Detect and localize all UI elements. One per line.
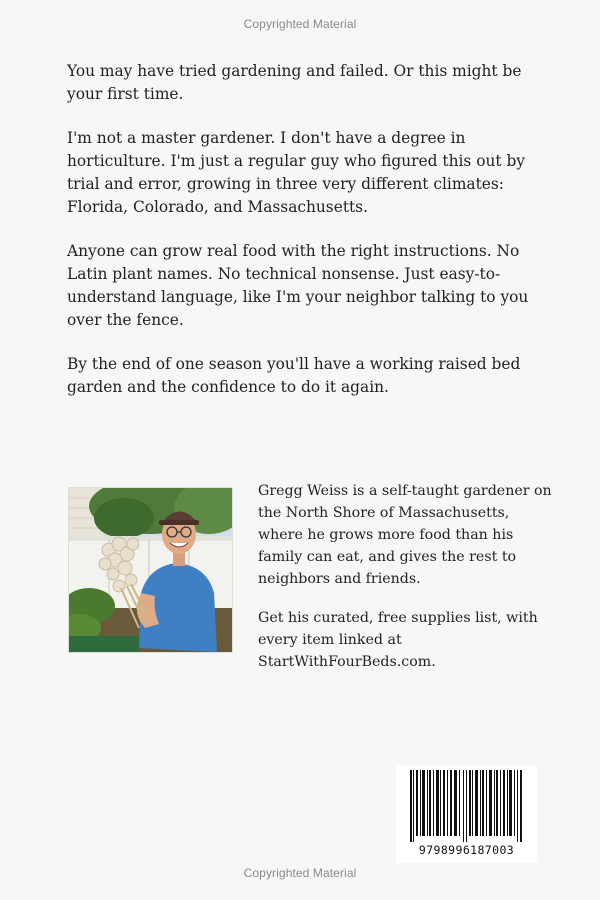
supplies-list-cta: Get his curated, free supplies list, with every item linked at StartWithFourBeds.com. — [258, 610, 538, 670]
intro-paragraph-2: I'm not a master gardener. I don't have a degree in horticulture. I'm just a regular guy who figured this out by trial and error, growing in three very different climates: Florida, Colorado, and Massachusetts. — [67, 129, 525, 216]
back-cover-copy — [67, 60, 547, 420]
isbn-number: 9798996187003 — [418, 843, 515, 857]
intro-paragraph-3: Anyone can grow real food with the right instructions. No Latin plant names. No technical nonsense. Just easy-to-understand language, like I'm your neighbor talking to you over the fence. — [67, 242, 529, 329]
author-bio: Gregg Weiss is a self-taught gardener on the North Shore of Massachusetts, where he grows more food than his family can eat, and gives the rest to neighbors and friends. — [258, 483, 552, 587]
author-photo-illustration — [69, 488, 232, 652]
barcode-bars — [410, 770, 522, 842]
intro-paragraph-1: You may have tried gardening and failed. Or this might be your first time. — [67, 62, 522, 103]
intro-paragraph-4: By the end of one season you'll have a working raised bed garden and the confidence to do it again. — [67, 355, 521, 396]
author-bio-block — [258, 480, 558, 690]
isbn-barcode — [396, 765, 537, 863]
copyright-watermark-bottom: Copyrighted Material — [243, 866, 357, 880]
author-photo — [68, 487, 233, 653]
copyright-watermark-top: Copyrighted Material — [243, 17, 357, 31]
